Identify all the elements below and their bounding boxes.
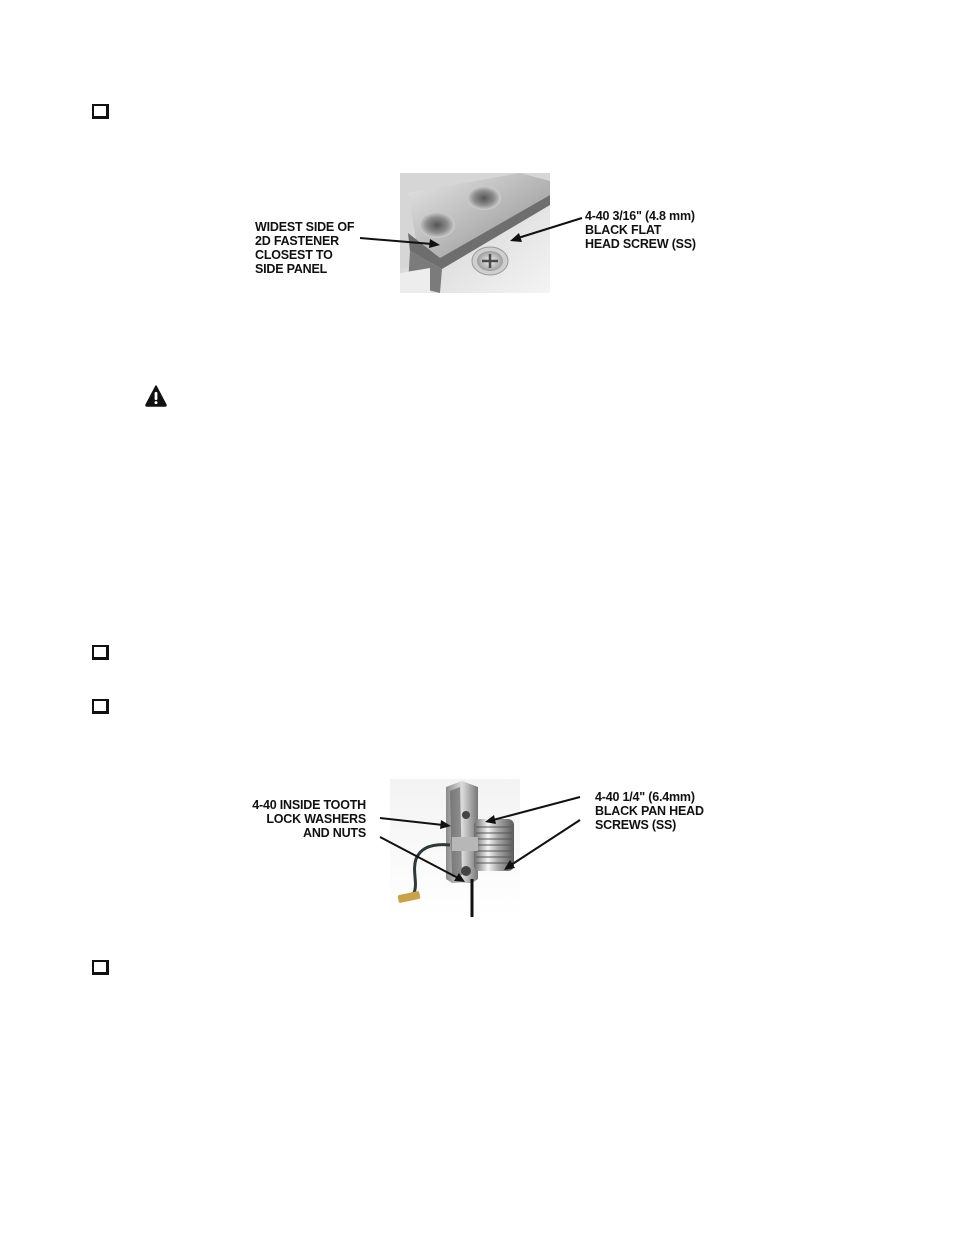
connector-left-label (230, 798, 366, 840)
fastener-right-label-line-1: 4-40 3/16" (4.8 mm) (585, 209, 695, 223)
fastener-left-label-line-4: SIDE PANEL (255, 262, 328, 276)
connector-right-label (595, 790, 704, 832)
fastener-left-label-line-3: CLOSEST TO (255, 248, 333, 262)
fastener-left-label-line-2: 2D FASTENER (255, 234, 339, 248)
connector-left-label-line-1: 4-40 INSIDE TOOTH (252, 798, 366, 812)
connector-right-label-line-2: BLACK PAN HEAD (595, 804, 704, 818)
fastener-left-label (255, 220, 354, 276)
connector-arrows (365, 785, 595, 895)
connector-left-label-line-2: LOCK WASHERS (266, 812, 366, 826)
fastener-right-label-line-3: HEAD SCREW (SS) (585, 237, 696, 251)
warning-triangle-icon (145, 385, 167, 407)
fastener-right-label (585, 209, 696, 251)
step-checkbox-3[interactable] (92, 699, 109, 714)
step-checkbox-4[interactable] (92, 960, 109, 975)
connector-left-label-line-3: AND NUTS (303, 826, 366, 840)
step-checkbox-2[interactable] (92, 645, 109, 660)
step-checkbox-1[interactable] (92, 104, 109, 119)
fastener-arrows (340, 200, 600, 280)
fastener-right-label-line-2: BLACK FLAT (585, 223, 662, 237)
connector-right-label-line-3: SCREWS (SS) (595, 818, 677, 832)
connector-right-label-line-1: 4-40 1/4" (6.4mm) (595, 790, 695, 804)
fastener-left-label-line-1: WIDEST SIDE OF (255, 220, 355, 234)
